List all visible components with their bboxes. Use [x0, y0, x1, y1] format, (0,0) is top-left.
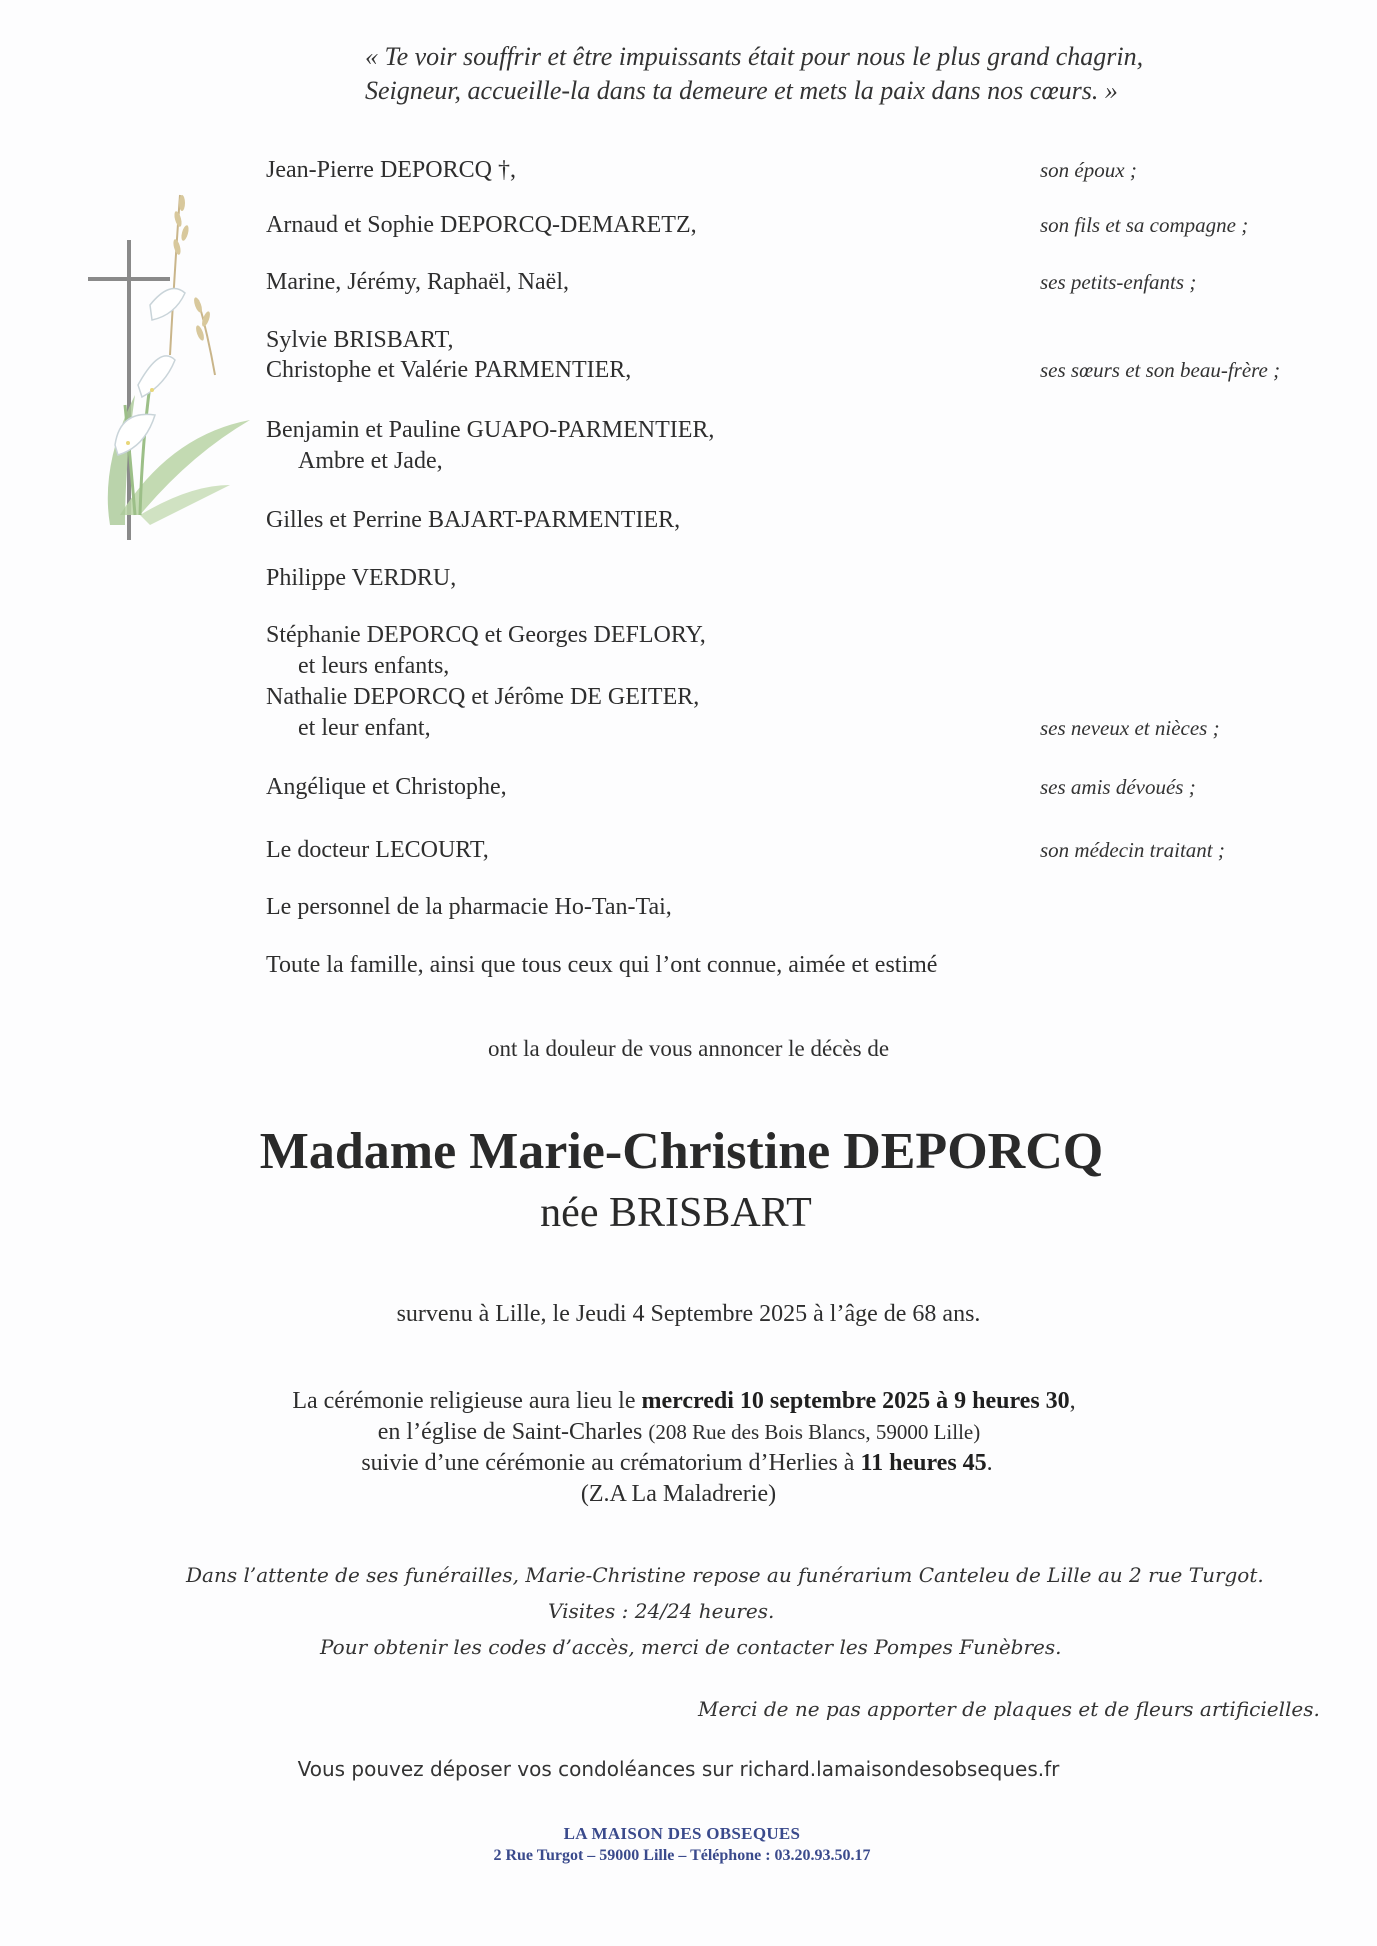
relation-label: ses amis dévoués ;	[1040, 775, 1196, 799]
family-line: Toute la famille, ainsi que tous ceux qui l’ont connue, aimée et estimé	[266, 952, 938, 978]
family-line: Stéphanie DEPORCQ et Georges DEFLORY,	[266, 622, 706, 648]
ceremony-line-3-suffix: .	[986, 1450, 993, 1476]
family-line: Philippe VERDRU,	[266, 565, 457, 591]
family-line: Angélique et Christophe,	[266, 774, 507, 800]
crematorium-time: 11 heures 45	[860, 1450, 987, 1476]
condolences-link[interactable]: Vous pouvez déposer vos condoléances sur richard.lamaisondesobseques.fr	[297, 1757, 1060, 1781]
family-line: et leur enfant,	[298, 715, 431, 741]
ceremony-line-1-suffix: ,	[1069, 1388, 1076, 1414]
quote-line-2: Seigneur, accueille-la dans ta demeure et mets la paix dans nos cœurs. »	[365, 76, 1118, 105]
family-line: Ambre et Jade,	[298, 448, 443, 474]
cross-with-lilies-icon	[80, 185, 270, 555]
family-line: Le docteur LECOURT,	[266, 837, 489, 863]
ceremony-line-4: (Z.A La Maladrerie)	[580, 1481, 777, 1507]
family-line: Benjamin et Pauline GUAPO-PARMENTIER,	[266, 417, 715, 443]
church-address: (208 Rue des Bois Blancs, 59000 Lille)	[648, 1420, 981, 1444]
relation-label: son époux ;	[1040, 158, 1137, 182]
ceremony-line-1	[0, 1386, 1368, 1417]
relation-label: ses petits-enfants ;	[1040, 270, 1197, 294]
funeral-home-note: Dans l’attente de ses funérailles, Marie-Christine repose au funérarium Canteleu de Lille au 2 rue Turgot.	[186, 1563, 1264, 1587]
family-line: Gilles et Perrine BAJART-PARMENTIER,	[266, 507, 681, 533]
visits-note: Visites : 24/24 heures.	[548, 1599, 775, 1623]
ceremony-date: mercredi 10 septembre 2025 à 9 heures 30	[641, 1388, 1070, 1414]
family-line: et leurs enfants,	[298, 653, 450, 679]
flowers-note: Merci de ne pas apporter de plaques et de fleurs artificielles.	[698, 1697, 1320, 1721]
deceased-birth-name: née BRISBART	[540, 1190, 812, 1236]
relation-label: ses sœurs et son beau-frère ;	[1040, 358, 1281, 382]
relation-label: ses neveux et nièces ;	[1040, 716, 1220, 740]
family-line: Nathalie DEPORCQ et Jérôme DE GEITER,	[266, 684, 700, 710]
funeral-company-name: LA MAISON DES OBSEQUES	[563, 1824, 801, 1843]
opening-quote	[365, 40, 1285, 108]
quote-line-1: « Te voir souffrir et être impuissants était pour nous le plus grand chagrin,	[365, 42, 1144, 71]
funeral-company-address: 2 Rue Turgot – 59000 Lille – Téléphone : 03.20.93.50.17	[493, 1847, 871, 1864]
family-line: Christophe et Valérie PARMENTIER,	[266, 357, 632, 383]
family-line: Sylvie BRISBART,	[266, 327, 454, 353]
access-codes-note: Pour obtenir les codes d’accès, merci de contacter les Pompes Funèbres.	[320, 1635, 1062, 1659]
family-line: Jean-Pierre DEPORCQ †,	[266, 157, 516, 183]
family-line: Le personnel de la pharmacie Ho-Tan-Tai,	[266, 894, 672, 920]
family-line: Marine, Jérémy, Raphaël, Naël,	[266, 269, 569, 295]
family-line: Arnaud et Sophie DEPORCQ-DEMARETZ,	[266, 212, 697, 238]
crematorium-text: suivie d’une cérémonie au crématorium d’Herlies à	[361, 1450, 861, 1476]
ceremony-line-2	[0, 1417, 1358, 1448]
ceremony-line-3	[0, 1448, 1354, 1479]
announcement: ont la douleur de vous annoncer le décès de	[487, 1036, 890, 1061]
deceased-name: Madame Marie-Christine DEPORCQ	[259, 1123, 1104, 1180]
relation-label: son médecin traitant ;	[1040, 838, 1225, 862]
ceremony-line-1-prefix: La cérémonie religieuse aura lieu le	[292, 1388, 642, 1414]
relation-label: son fils et sa compagne ;	[1040, 213, 1249, 237]
death-info: survenu à Lille, le Jeudi 4 Septembre 2025 à l’âge de 68 ans.	[396, 1301, 981, 1327]
church-name: en l’église de Saint-Charles	[377, 1419, 649, 1445]
